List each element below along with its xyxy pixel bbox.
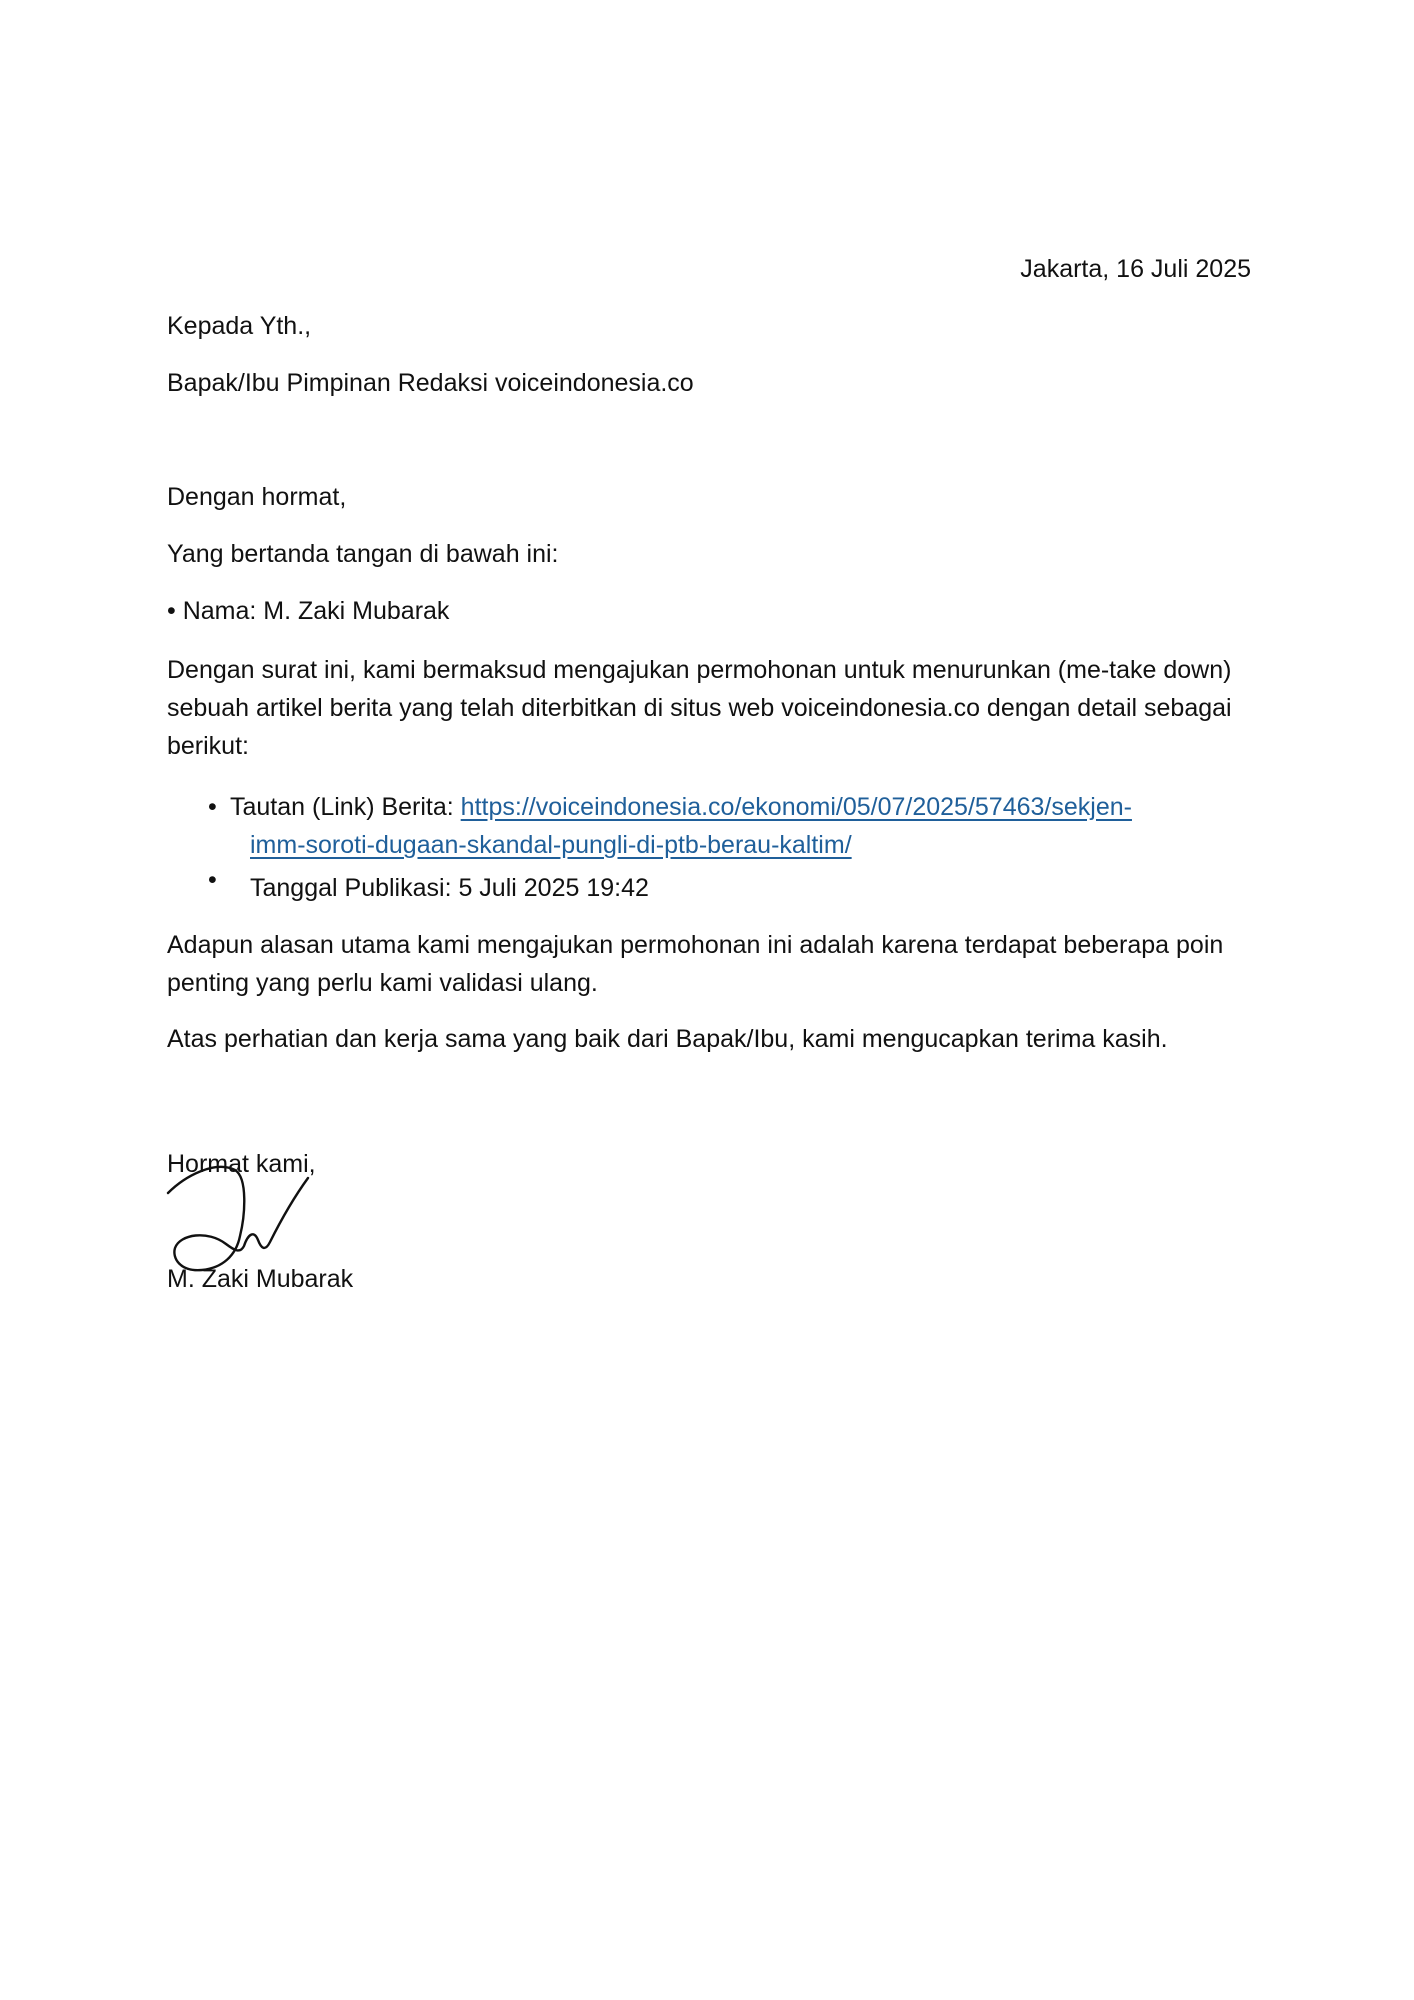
closing-thanks: Atas perhatian dan kerja sama yang baik dari Bapak/Ibu, kami mengucapkan terima kasih. <box>167 1025 1168 1053</box>
letter-date: Jakarta, 16 Juli 2025 <box>1020 255 1251 283</box>
reason-paragraph: Adapun alasan utama kami mengajukan permohonan ini adalah karena terdapat beberapa poin penting yang perlu kami validasi ulang. <box>167 931 1224 997</box>
greeting: Dengan hormat, <box>167 483 347 511</box>
article-link-line1[interactable]: https://voiceindonesia.co/ekonomi/05/07/2025/57463/sekjen- <box>460 793 1132 821</box>
list-item-link <box>208 788 1248 864</box>
recipient-name: Bapak/Ibu Pimpinan Redaksi voiceindonesia.co <box>167 369 694 397</box>
publication-date: Tanggal Publikasi: 5 Juli 2025 19:42 <box>250 874 649 902</box>
list-item-publication <box>208 866 1248 907</box>
signer-name: M. Zaki Mubarak <box>167 1265 354 1293</box>
sign-off: Hormat kami, <box>167 1150 316 1178</box>
recipient-label: Kepada Yth., <box>167 312 312 340</box>
request-paragraph: Dengan surat ini, kami bermaksud mengajukan permohonan untuk menurunkan (me-take down) sebuah artikel berita yang telah diterbitkan di situs web voiceindonesia.co dengan detail sebagai berikut: <box>167 656 1232 760</box>
intro-text: Yang bertanda tangan di bawah ini: <box>167 540 559 568</box>
bullet-icon: • <box>208 793 217 821</box>
name-item: • Nama: M. Zaki Mubarak <box>167 597 450 625</box>
detail-list <box>208 788 1248 907</box>
article-link-line2[interactable]: imm-soroti-dugaan-skandal-pungli-di-ptb-berau-kaltim/ <box>250 831 852 859</box>
bullet-icon: • <box>208 866 217 894</box>
link-label: Tautan (Link) Berita: <box>230 793 461 821</box>
